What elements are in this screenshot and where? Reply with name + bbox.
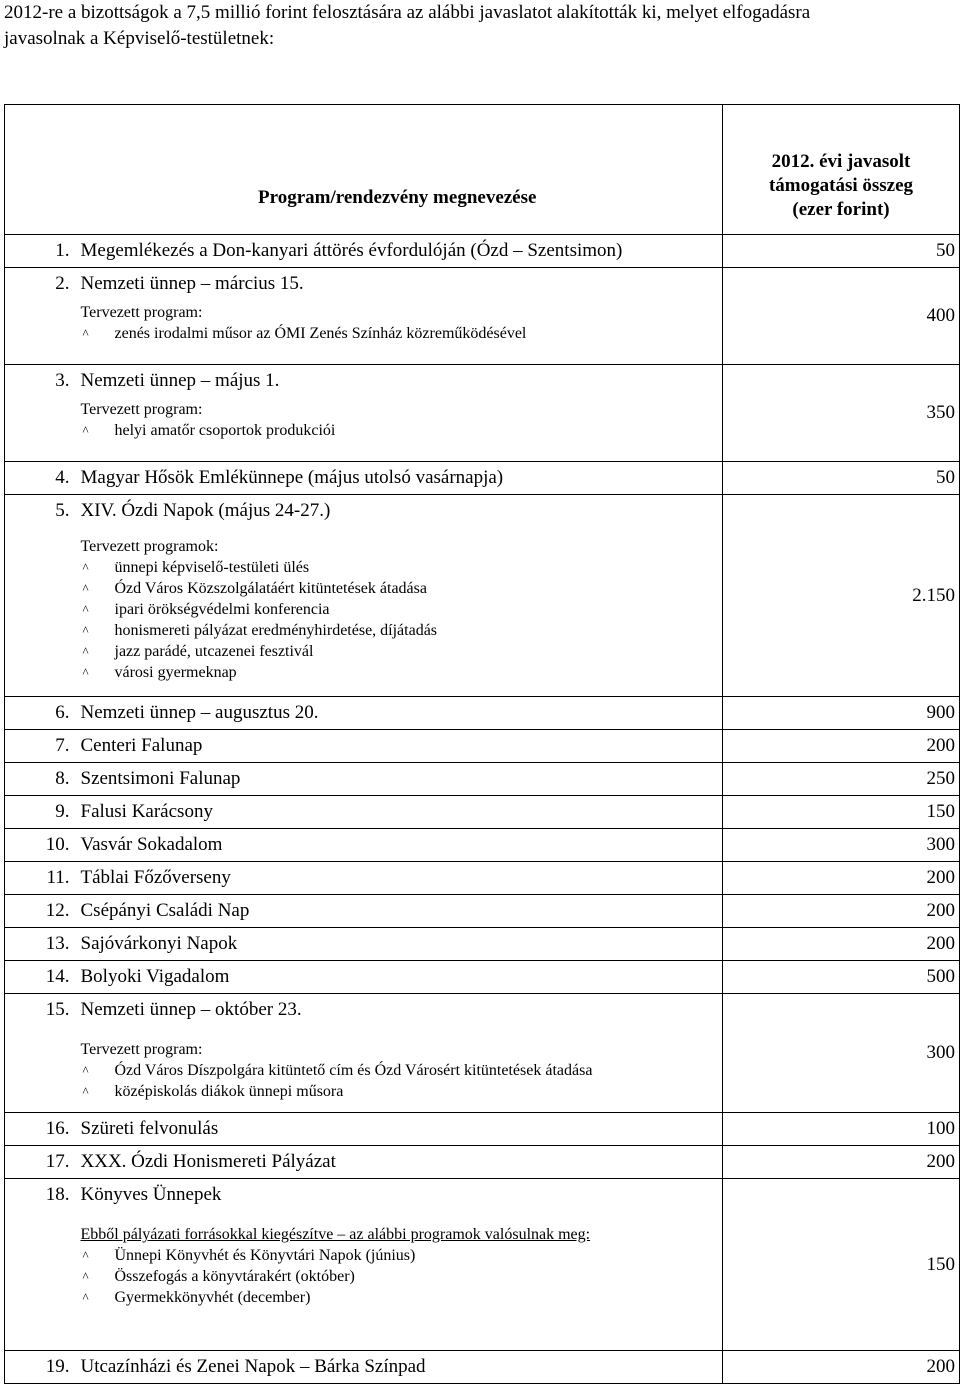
row-name: Vasvár Sokadalom	[73, 829, 723, 862]
caret-up-icon: ^	[82, 1063, 89, 1078]
table-row	[5, 961, 960, 994]
caret-up-icon: ^	[82, 602, 89, 617]
row-number: 14.	[5, 961, 73, 994]
header-num-cell	[5, 105, 73, 235]
table-header-row	[5, 105, 960, 235]
row-number: 19.	[5, 1351, 73, 1384]
row-amount: 300	[723, 994, 960, 1113]
row-number: 1.	[5, 235, 73, 268]
program-item-text: jazz parádé, utcazenei fesztivál	[114, 643, 314, 660]
row-name: Nemzeti ünnep – május 1.	[80, 370, 280, 391]
row-name-cell	[73, 1179, 723, 1351]
header-program-name: Program/rendezvény megnevezése	[73, 105, 723, 235]
row-name: Nemzeti ünnep – március 15.	[80, 273, 304, 294]
table-row	[5, 862, 960, 895]
row-name: Megemlékezés a Don-kanyari áttörés évfordulóján (Ózd – Szentsimon)	[73, 235, 723, 268]
table-row	[5, 697, 960, 730]
caret-up-icon: ^	[82, 560, 89, 575]
row-name-cell	[73, 268, 723, 365]
row-name: Csépányi Családi Nap	[73, 895, 723, 928]
caret-up-icon: ^	[82, 1290, 89, 1305]
caret-up-icon: ^	[82, 1248, 89, 1263]
table-row	[5, 928, 960, 961]
row-amount: 50	[723, 462, 960, 495]
planned-program-label: Tervezett program:	[80, 401, 203, 418]
caret-up-icon: ^	[82, 1269, 89, 1284]
program-item	[81, 641, 723, 662]
row-amount: 300	[723, 829, 960, 862]
row-amount: 350	[723, 365, 960, 462]
header-amount-line-3: (ezer forint)	[792, 199, 890, 220]
intro-text	[4, 0, 956, 52]
table-row	[5, 462, 960, 495]
row-name: Centeri Falunap	[73, 730, 723, 763]
table-row	[5, 994, 960, 1113]
row-number: 9.	[5, 796, 73, 829]
row-number: 13.	[5, 928, 73, 961]
program-item	[81, 1245, 723, 1266]
planned-program-label: Tervezett program:	[80, 1041, 203, 1058]
program-item-text: Ünnepi Könyvhét és Könyvtári Napok (június)	[114, 1247, 416, 1264]
funding-note: Ebből pályázati forrásokkal kiegészítve – az alábbi programok valósulnak meg:	[80, 1226, 591, 1243]
row-amount: 100	[723, 1113, 960, 1146]
table-row	[5, 763, 960, 796]
caret-up-icon: ^	[82, 644, 89, 659]
row-number: 18.	[5, 1179, 73, 1351]
program-item	[81, 420, 723, 441]
header-amount	[723, 105, 960, 235]
row-number: 16.	[5, 1113, 73, 1146]
row-name: Falusi Karácsony	[73, 796, 723, 829]
table-row	[5, 1146, 960, 1179]
program-item-text: középiskolás diákok ünnepi műsora	[114, 1083, 344, 1100]
table-row	[5, 365, 960, 462]
row-name: Bolyoki Vigadalom	[73, 961, 723, 994]
row-amount: 50	[723, 235, 960, 268]
caret-up-icon: ^	[82, 423, 89, 438]
program-item	[81, 557, 723, 578]
row-number: 6.	[5, 697, 73, 730]
intro-line-2: javasolnak a Képviselő-testületnek:	[4, 28, 275, 49]
row-number: 5.	[5, 495, 73, 697]
row-number: 3.	[5, 365, 73, 462]
program-item-text: Ózd Város Díszpolgára kitüntető cím és Ózd Városért kitüntetések átadása	[114, 1062, 593, 1079]
table-row	[5, 268, 960, 365]
caret-up-icon: ^	[82, 1084, 89, 1099]
row-amount: 200	[723, 730, 960, 763]
row-number: 17.	[5, 1146, 73, 1179]
row-number: 12.	[5, 895, 73, 928]
row-name: Nemzeti ünnep – augusztus 20.	[73, 697, 723, 730]
row-name-cell	[73, 994, 723, 1113]
row-name: Magyar Hősök Emlékünnepe (május utolsó vasárnapja)	[73, 462, 723, 495]
row-amount: 400	[723, 268, 960, 365]
row-name: Utcazínházi és Zenei Napok – Bárka Színpad	[73, 1351, 723, 1384]
caret-up-icon: ^	[82, 326, 89, 341]
table-row	[5, 796, 960, 829]
row-amount: 200	[723, 862, 960, 895]
row-name-cell	[73, 365, 723, 462]
caret-up-icon: ^	[82, 665, 89, 680]
planned-program-label: Tervezett program:	[80, 304, 203, 321]
row-amount: 200	[723, 928, 960, 961]
row-amount: 200	[723, 895, 960, 928]
intro-line-1: 2012-re a bizottságok a 7,5 millió forint felosztására az alábbi javaslatot alakították ki, melyet elfogadásra	[4, 2, 811, 23]
program-table	[4, 104, 960, 1384]
program-item	[81, 1266, 723, 1287]
program-item-text: honismereti pályázat eredményhirdetése, díjátadás	[114, 622, 438, 639]
table-row	[5, 1351, 960, 1384]
table-row	[5, 235, 960, 268]
table-row	[5, 1113, 960, 1146]
row-name: Sajóvárkonyi Napok	[73, 928, 723, 961]
program-item-text: ünnepi képviselő-testületi ülés	[114, 559, 310, 576]
program-item-text: helyi amatőr csoportok produkciói	[114, 422, 336, 439]
table-row	[5, 495, 960, 697]
program-item	[81, 1060, 723, 1081]
row-number: 7.	[5, 730, 73, 763]
row-amount: 150	[723, 796, 960, 829]
table-row	[5, 1179, 960, 1351]
program-item-text: Gyermekkönyvhét (december)	[114, 1289, 311, 1306]
caret-up-icon: ^	[82, 623, 89, 638]
row-number: 15.	[5, 994, 73, 1113]
table-row	[5, 895, 960, 928]
program-item	[81, 323, 723, 344]
program-item-text: városi gyermeknap	[114, 664, 237, 681]
row-name: Szüreti felvonulás	[73, 1113, 723, 1146]
program-item-text: zenés irodalmi műsor az ÓMI Zenés Színház közreműködésével	[114, 325, 527, 342]
table-row	[5, 730, 960, 763]
row-amount: 200	[723, 1146, 960, 1179]
row-number: 11.	[5, 862, 73, 895]
row-number: 10.	[5, 829, 73, 862]
row-name: Nemzeti ünnep – október 23.	[80, 999, 302, 1020]
row-amount: 500	[723, 961, 960, 994]
program-item-text: Összefogás a könyvtárakért (október)	[114, 1268, 355, 1285]
planned-program-label: Tervezett programok:	[80, 538, 219, 555]
row-name: Szentsimoni Falunap	[73, 763, 723, 796]
row-amount: 250	[723, 763, 960, 796]
row-name: XIV. Ózdi Napok (május 24-27.)	[80, 500, 331, 521]
program-item-text: ipari örökségvédelmi konferencia	[114, 601, 330, 618]
row-name: XXX. Ózdi Honismereti Pályázat	[73, 1146, 723, 1179]
caret-up-icon: ^	[82, 581, 89, 596]
row-amount: 2.150	[723, 495, 960, 697]
row-amount: 900	[723, 697, 960, 730]
program-item	[81, 599, 723, 620]
row-name: Táblai Főzőverseny	[73, 862, 723, 895]
program-item	[81, 620, 723, 641]
program-item	[81, 662, 723, 683]
program-item	[81, 1081, 723, 1102]
row-number: 4.	[5, 462, 73, 495]
row-name-cell	[73, 495, 723, 697]
header-amount-line-2: támogatási összeg	[768, 175, 914, 196]
program-item	[81, 1287, 723, 1308]
program-item	[81, 578, 723, 599]
row-number: 2.	[5, 268, 73, 365]
row-amount: 150	[723, 1179, 960, 1351]
table-row	[5, 829, 960, 862]
header-amount-line-1: 2012. évi javasolt	[771, 151, 911, 172]
row-number: 8.	[5, 763, 73, 796]
row-amount: 200	[723, 1351, 960, 1384]
program-item-text: Ózd Város Közszolgálatáért kitüntetések átadása	[114, 580, 427, 597]
row-name: Könyves Ünnepek	[80, 1184, 222, 1205]
